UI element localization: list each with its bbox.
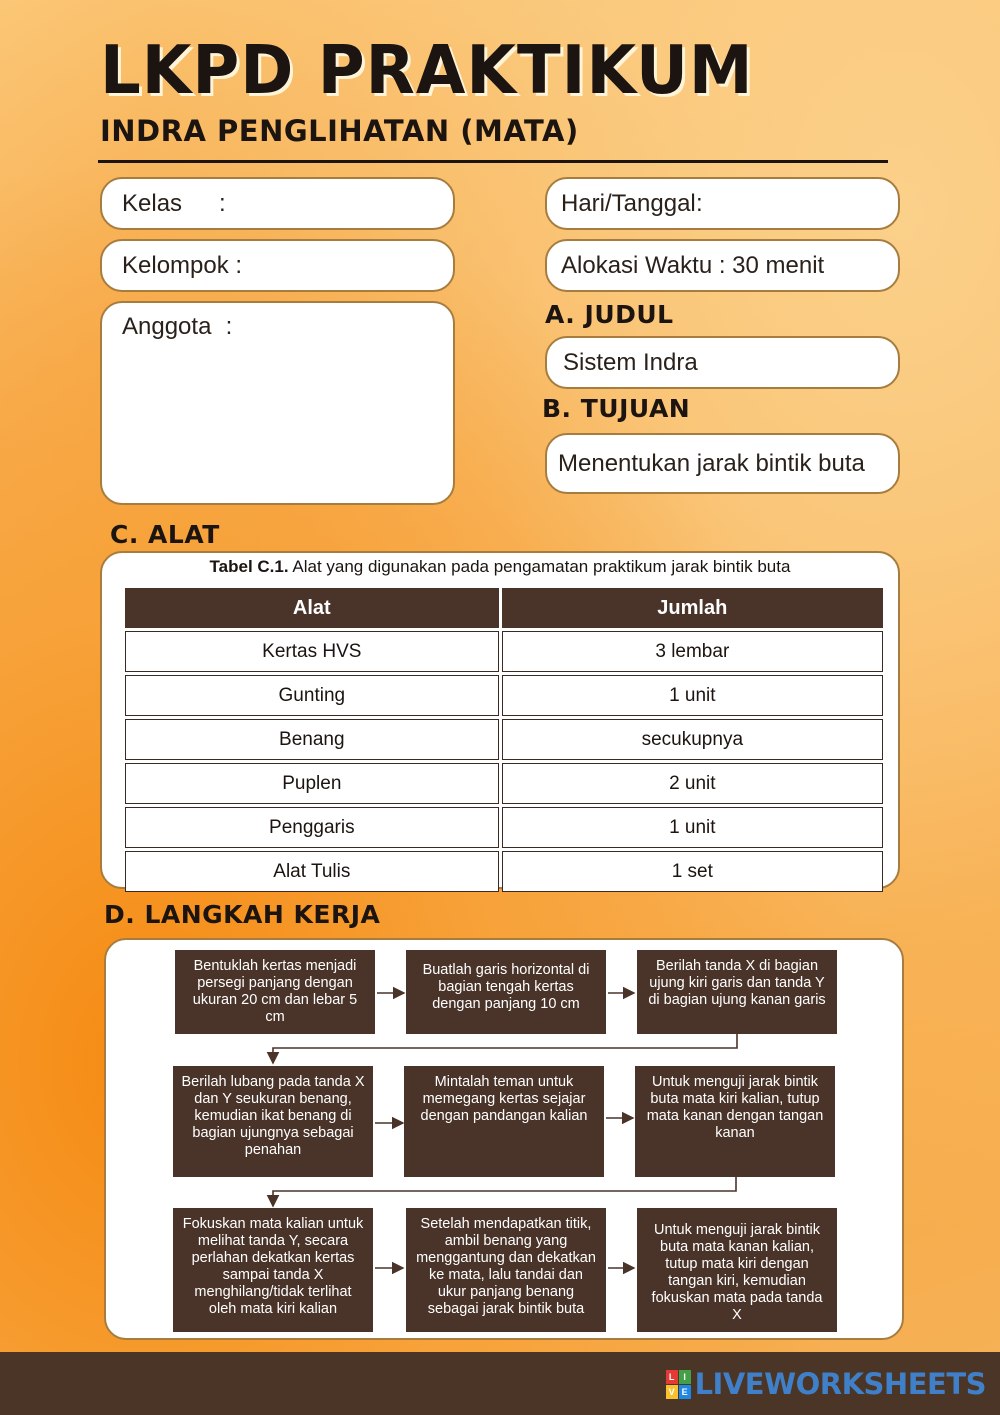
- table-cell: secukupnya: [502, 719, 883, 760]
- step-9: Untuk menguji jarak bintik buta mata kanan kalian, tutup mata kiri dengan tangan kiri, kemudian fokuskan mata pada tanda X: [637, 1208, 837, 1332]
- table-row: [125, 763, 883, 804]
- table-cell: 1 unit: [502, 675, 883, 716]
- logo-text: LIVEWORKSHEETS: [694, 1367, 986, 1401]
- alat-heading: C. ALAT: [110, 520, 220, 549]
- alat-table-caption: [102, 557, 898, 577]
- kelas-field[interactable]: [100, 177, 455, 230]
- table-cell: Puplen: [125, 763, 499, 804]
- hari-tanggal-colon: :: [696, 189, 703, 217]
- logo-grid-icon: [666, 1370, 691, 1399]
- anggota-label: Anggota: [122, 313, 212, 340]
- caption-text: Alat yang digunakan pada pengamatan praktikum jarak bintik buta: [288, 557, 791, 576]
- judul-heading: A. JUDUL: [545, 300, 674, 329]
- table-cell: 2 unit: [502, 763, 883, 804]
- table-cell: Gunting: [125, 675, 499, 716]
- table-cell: 3 lembar: [502, 631, 883, 672]
- step-7: Fokuskan mata kalian untuk melihat tanda Y, secara perlahan dekatkan kertas sampai tanda X menghilang/tidak terlihat oleh mata kiri kalian: [173, 1208, 373, 1332]
- step-6: Untuk menguji jarak bintik buta mata kiri kalian, tutup mata kanan dengan tangan kanan: [635, 1066, 835, 1177]
- table-row: [125, 675, 883, 716]
- table-row: [125, 807, 883, 848]
- logo-letter-l: L: [666, 1370, 678, 1384]
- table-cell: 1 unit: [502, 807, 883, 848]
- step-4: Berilah lubang pada tanda X dan Y seukuran benang, kemudian ikat benang di bagian ujungnya sebagai penahan: [173, 1066, 373, 1177]
- page-title: LKPD PRAKTIKUM: [100, 32, 754, 110]
- langkah-card: [104, 938, 904, 1340]
- logo-letter-v: V: [666, 1385, 678, 1399]
- table-cell: Alat Tulis: [125, 851, 499, 892]
- anggota-field[interactable]: [100, 301, 455, 505]
- alat-table-card: [100, 551, 900, 889]
- table-header-row: [125, 588, 883, 628]
- tujuan-text: Menentukan jarak bintik buta: [558, 449, 865, 477]
- alokasi-waktu-label: Alokasi Waktu : 30 menit: [561, 251, 825, 279]
- tujuan-heading: B. TUJUAN: [542, 394, 691, 423]
- footer-bar: [0, 1352, 1000, 1415]
- kelompok-label: Kelompok :: [122, 251, 243, 279]
- caption-label: Tabel C.1.: [209, 557, 289, 576]
- judul-box: [545, 336, 900, 389]
- table-row: [125, 851, 883, 892]
- arrow-6-7: [273, 1177, 736, 1206]
- column-header-jumlah: Jumlah: [502, 588, 883, 628]
- kelompok-field[interactable]: [100, 239, 455, 292]
- table-cell: Kertas HVS: [125, 631, 499, 672]
- liveworksheets-logo[interactable]: [666, 1367, 986, 1401]
- step-8: Setelah mendapatkan titik, ambil benang yang menggantung dan dekatkan ke mata, lalu tandai dan ukur panjang benang sebagai jarak bintik buta: [406, 1208, 606, 1332]
- arrow-3-4: [273, 1034, 737, 1063]
- logo-letter-e: E: [679, 1385, 691, 1399]
- step-5: Mintalah teman untuk memegang kertas sejajar dengan pandangan kalian: [404, 1066, 604, 1177]
- step-2: Buatlah garis horizontal di bagian tengah kertas dengan panjang 10 cm: [406, 950, 606, 1034]
- table-row: [125, 631, 883, 672]
- table-cell: Benang: [125, 719, 499, 760]
- step-1: Bentuklah kertas menjadi persegi panjang dengan ukuran 20 cm dan lebar 5 cm: [175, 950, 375, 1034]
- hari-tanggal-label: Hari/Tanggal: [561, 189, 696, 217]
- kelas-label: Kelas: [122, 189, 183, 217]
- table-row: [125, 719, 883, 760]
- tujuan-box: [545, 433, 900, 494]
- step-3: Berilah tanda X di bagian ujung kiri garis dan tanda Y di bagian ujung kanan garis: [637, 950, 837, 1034]
- hari-tanggal-field[interactable]: [545, 177, 900, 230]
- page-subtitle: INDRA PENGLIHATAN (MATA): [100, 114, 579, 148]
- alat-table: [122, 585, 886, 895]
- alokasi-waktu-field: [545, 239, 900, 292]
- table-cell: Penggaris: [125, 807, 499, 848]
- judul-text: Sistem Indra: [563, 348, 698, 376]
- title-divider: [98, 160, 888, 163]
- column-header-alat: Alat: [125, 588, 499, 628]
- kelas-colon: :: [219, 189, 226, 217]
- anggota-colon: :: [225, 313, 233, 340]
- logo-letter-i: I: [679, 1370, 691, 1384]
- table-cell: 1 set: [502, 851, 883, 892]
- langkah-heading: D. LANGKAH KERJA: [104, 900, 381, 929]
